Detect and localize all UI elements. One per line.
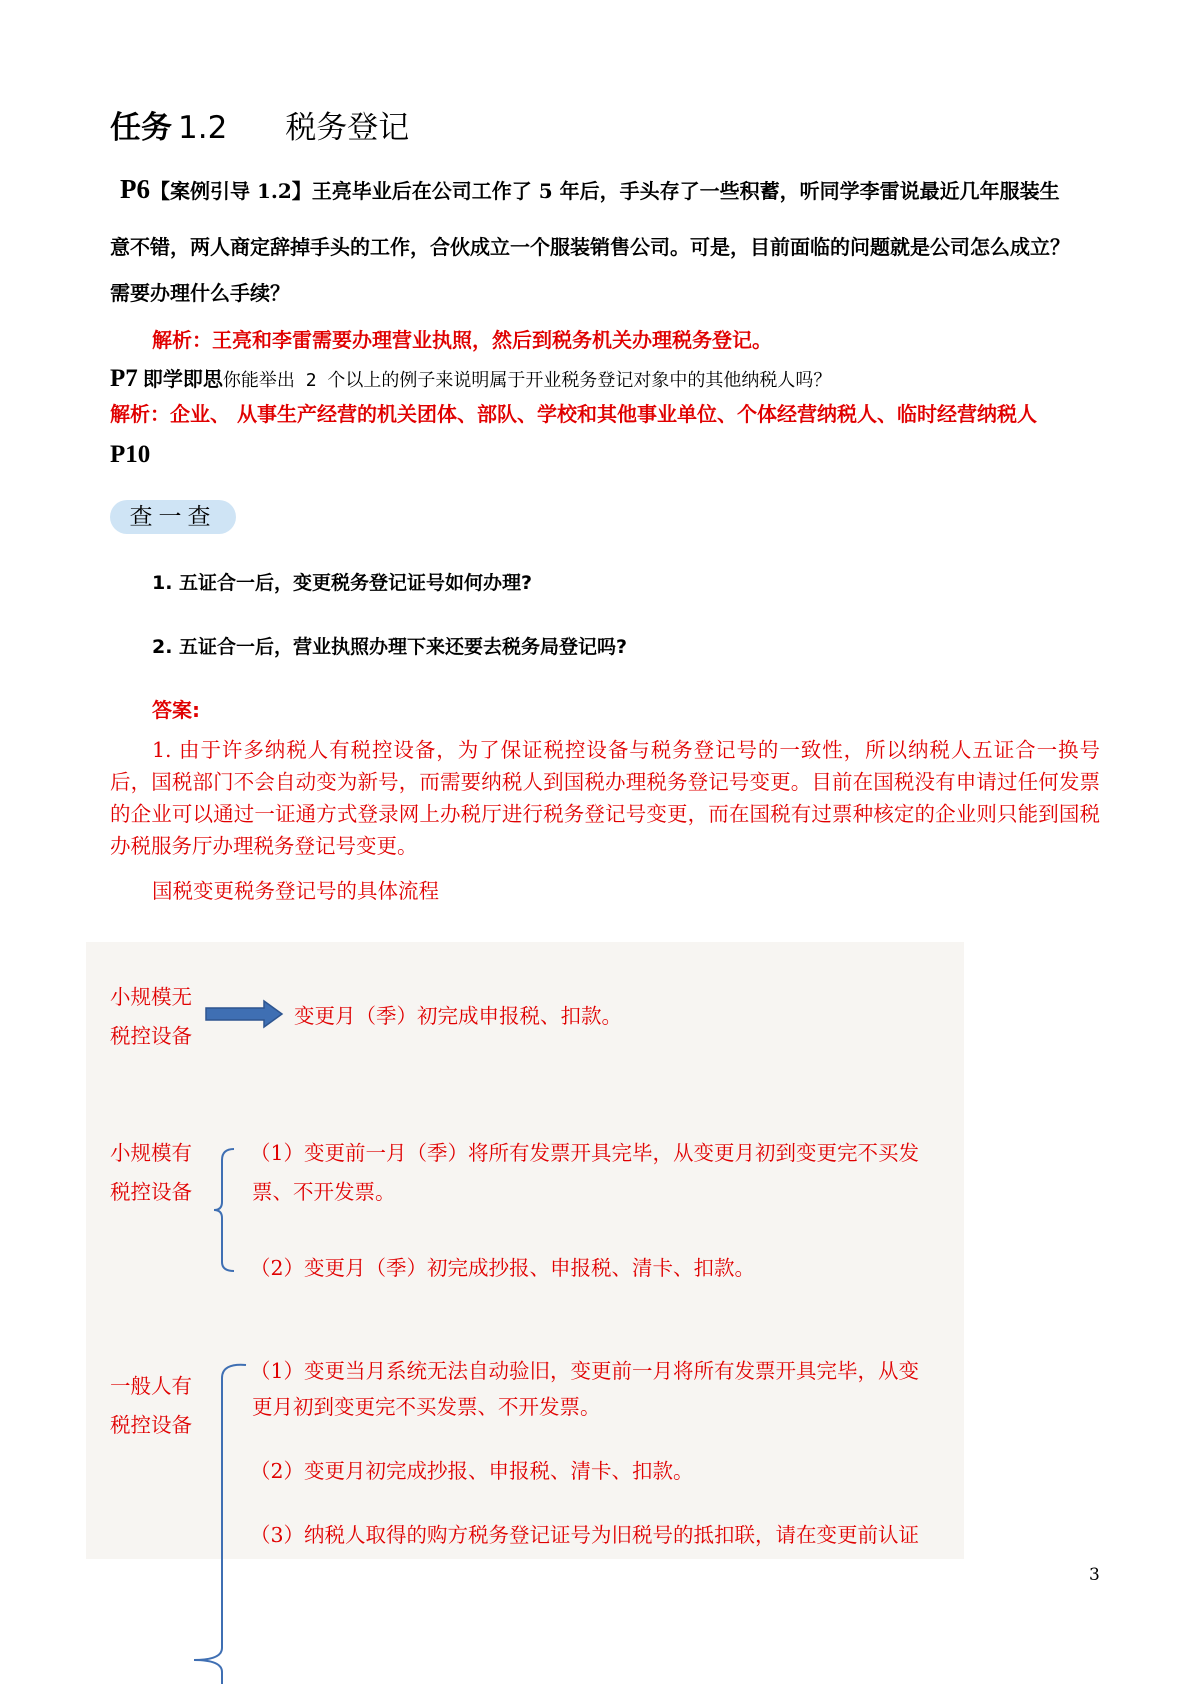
group3-brace-icon [192,1360,252,1684]
p7-code: P7 [110,365,138,392]
p7-analysis: 解析：企业、 从事生产经营的机关团体、部队、学校和其他事业单位、个体经营纳税人、临时经营纳税人 [110,402,1037,426]
page-title [110,102,409,147]
check-badge: 查一查 [110,500,236,534]
answer-label: 答案: [152,698,200,722]
group3-label-line1: 一般人有 [110,1374,192,1398]
group2-brace-icon [208,1146,238,1276]
group3-label-line2: 税控设备 [110,1413,192,1437]
p6-text-line1: 【案例引导 1.2】王亮毕业后在公司工作了 5 年后，手头存了一些积蓄，听同学李雷说最近几年服装生 [150,179,1060,203]
p7-label: 即学即思 [142,367,223,391]
title-name: 税务登记 [285,110,410,146]
question-1: 1. 五证合一后，变更税务登记证号如何办理? [152,572,533,594]
group2-step1-line2: 票、不开发票。 [252,1180,396,1204]
group2-label-line1: 小规模有 [110,1141,192,1165]
group3-step3: （3）纳税人取得的购方税务登记证号为旧税号的抵扣联，请在变更前认证 [250,1523,920,1547]
p7-line [110,363,831,393]
group3-step1-line1: （1）变更当月系统无法自动验旧，变更前一月将所有发票开具完毕，从变 [250,1359,920,1383]
p6-code: P6 [120,174,150,204]
group2-step2: （2）变更月（季）初完成抄报、申报税、清卡、扣款。 [250,1256,756,1280]
p7-question: 你能举出 2 个以上的例子来说明属于开业税务登记对象中的其他纳税人吗？ [222,370,832,391]
group3-step1-line2: 更月初到变更完不买发票、不开发票。 [252,1395,601,1419]
answer-paragraph: 1. 由于许多纳税人有税控设备，为了保证税控设备与税务登记号的一致性，所以纳税人五证合一换号后，国税部门不会自动变为新号，而需要纳税人到国税办理税务登记号变更。目前在国税没有申请过任何发票的企业可以通过一证通方式登录网上办税厅进行税务登记号变更，而在国税有过票种核定的企业则只能到国税办税服务厅办理税务登记号变更。 [110,738,1100,858]
group3-step2: （2）变更月初完成抄报、申报税、清卡、扣款。 [250,1459,694,1483]
question-2: 2. 五证合一后，营业执照办理下来还要去税务局登记吗? [152,636,628,658]
flow-title: 国税变更税务登记号的具体流程 [152,879,439,903]
page-number: 3 [1089,1565,1100,1585]
p10-code: P10 [110,441,151,468]
group1-label-line2: 税控设备 [110,1024,192,1048]
p6-line1 [120,174,1060,205]
p6-text-line3: 需要办理什么手续？ [110,281,290,305]
p6-text-line2: 意不错，两人商定辞掉手头的工作，合伙成立一个服装销售公司。可是，目前面临的问题就是公司怎么成立？ [110,235,1070,259]
title-number: 1.2 [178,110,228,146]
group2-step1-line1: （1）变更前一月（季）将所有发票开具完毕，从变更月初到变更完不买发 [250,1141,920,1165]
title-prefix: 任务 [110,110,172,146]
right-arrow-icon [204,999,284,1029]
p6-analysis: 解析：王亮和李雷需要办理营业执照，然后到税务机关办理税务登记。 [152,328,772,352]
group1-label-line1: 小规模无 [110,985,192,1009]
group2-label-line2: 税控设备 [110,1180,192,1204]
group1-step: 变更月（季）初完成申报税、扣款。 [294,1004,622,1028]
